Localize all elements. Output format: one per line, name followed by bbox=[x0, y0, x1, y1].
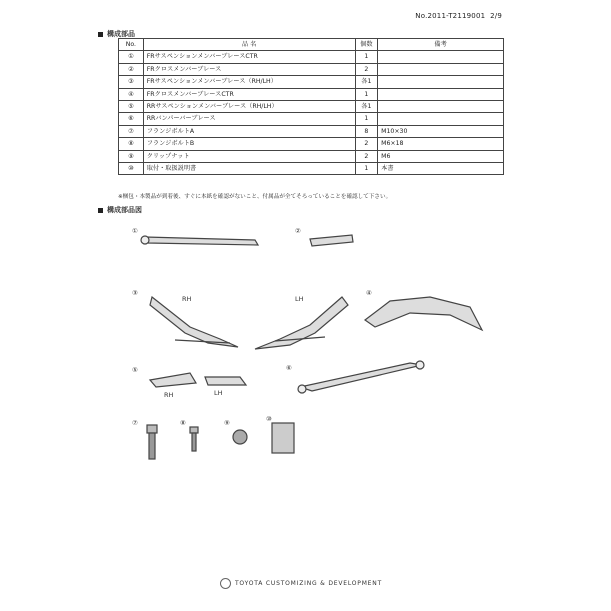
cell-no: ③ bbox=[119, 76, 144, 88]
clip-nut-icon bbox=[233, 430, 247, 444]
manual-booklet-icon bbox=[272, 423, 294, 453]
table-row bbox=[119, 150, 504, 162]
part-5-lh-brace bbox=[205, 377, 246, 385]
parts-table bbox=[118, 38, 504, 175]
part-1-mount bbox=[141, 236, 149, 244]
cell-no: ⑧ bbox=[119, 138, 144, 150]
cell-no: ② bbox=[119, 63, 144, 75]
cell-name: FRクロスメンバーブレース bbox=[143, 63, 355, 75]
notice-text: ※梱包・本製品が到着後、すぐに本紙を確認がないこと、付属品が全てそろっていることを確認して下さい。 bbox=[118, 194, 392, 200]
figure-label-1: ① bbox=[132, 227, 138, 235]
cell-remarks: M6 bbox=[378, 150, 504, 162]
page-number: 2/9 bbox=[490, 12, 502, 20]
cell-remarks: M6×18 bbox=[378, 138, 504, 150]
cell-no: ⑩ bbox=[119, 163, 144, 175]
figure-label-lh-3: LH bbox=[295, 295, 304, 303]
cell-no: ⑥ bbox=[119, 113, 144, 125]
table-row bbox=[119, 76, 504, 88]
cell-remarks bbox=[378, 88, 504, 100]
header-no: No. bbox=[119, 39, 144, 51]
part-6-brace bbox=[300, 363, 422, 391]
cell-remarks bbox=[378, 113, 504, 125]
parts-diagram bbox=[90, 215, 512, 475]
cell-name: RRバンパーバーブレース bbox=[143, 113, 355, 125]
part-2-brace bbox=[310, 235, 353, 246]
figure-label-8: ⑧ bbox=[180, 419, 186, 427]
cell-name: 取付・取扱説明書 bbox=[143, 163, 355, 175]
cell-qty: 1 bbox=[355, 163, 378, 175]
figure-label-rh-5: RH bbox=[164, 391, 174, 399]
cell-qty: 各1 bbox=[355, 76, 378, 88]
figure-label-3: ③ bbox=[132, 289, 138, 297]
flange-bolt-a-icon bbox=[147, 425, 157, 433]
cell-qty: 1 bbox=[355, 88, 378, 100]
cell-remarks bbox=[378, 63, 504, 75]
figure-label-lh-5: LH bbox=[214, 389, 223, 397]
cell-name: クリップナット bbox=[143, 150, 355, 162]
table-row bbox=[119, 113, 504, 125]
cell-no: ⑤ bbox=[119, 101, 144, 113]
part-4-brace bbox=[365, 297, 482, 330]
footer-brand: TOYOTA CUSTOMIZING & DEVELOPMENT bbox=[90, 578, 512, 589]
doc-number-text: No.2011-T2119001 bbox=[415, 12, 486, 20]
cell-qty: 2 bbox=[355, 138, 378, 150]
bullet-square-icon bbox=[98, 208, 103, 213]
cell-remarks: 本書 bbox=[378, 163, 504, 175]
cell-name: FRクロスメンバーブレースCTR bbox=[143, 88, 355, 100]
cell-qty: 各1 bbox=[355, 101, 378, 113]
cell-remarks bbox=[378, 101, 504, 113]
figure-label-10: ⑩ bbox=[266, 415, 272, 423]
cell-remarks: M10×30 bbox=[378, 125, 504, 137]
bullet-square-icon bbox=[98, 32, 103, 37]
cell-name: RRサスペンションメンバーブレース（RH/LH） bbox=[143, 101, 355, 113]
manual-page bbox=[90, 0, 512, 611]
cell-qty: 2 bbox=[355, 63, 378, 75]
part-1-brace bbox=[145, 237, 258, 245]
table-header-row bbox=[119, 39, 504, 51]
part-3-lh-brace bbox=[255, 297, 348, 349]
table-row bbox=[119, 63, 504, 75]
cell-name: フランジボルトB bbox=[143, 138, 355, 150]
figure-label-2: ② bbox=[295, 227, 301, 235]
cell-no: ⑦ bbox=[119, 125, 144, 137]
table-row bbox=[119, 163, 504, 175]
table-row bbox=[119, 88, 504, 100]
figure-label-6: ⑥ bbox=[286, 364, 292, 372]
cell-name: FRサスペンションメンバーブレースCTR bbox=[143, 51, 355, 63]
flange-bolt-b-icon bbox=[190, 427, 198, 433]
brand-logo-icon bbox=[220, 578, 231, 589]
figure-label-4: ④ bbox=[366, 289, 372, 297]
header-name: 品 名 bbox=[143, 39, 355, 51]
part-5-rh-brace bbox=[150, 373, 196, 387]
document-number bbox=[415, 12, 502, 20]
cell-no: ⑨ bbox=[119, 150, 144, 162]
table-row bbox=[119, 138, 504, 150]
cell-name: FRサスペンションメンバーブレース（RH/LH） bbox=[143, 76, 355, 88]
table-row bbox=[119, 125, 504, 137]
cell-remarks bbox=[378, 51, 504, 63]
table-row bbox=[119, 51, 504, 63]
section-parts-heading: 構成部品 bbox=[98, 29, 135, 39]
figure-label-7: ⑦ bbox=[132, 419, 138, 427]
cell-name: フランジボルトA bbox=[143, 125, 355, 137]
cell-qty: 8 bbox=[355, 125, 378, 137]
cell-remarks bbox=[378, 76, 504, 88]
cell-qty: 1 bbox=[355, 51, 378, 63]
header-remarks: 備考 bbox=[378, 39, 504, 51]
cell-no: ④ bbox=[119, 88, 144, 100]
figure-label-5: ⑤ bbox=[132, 366, 138, 374]
part-3-rh-brace bbox=[150, 297, 238, 347]
figure-label-rh-3: RH bbox=[182, 295, 192, 303]
table-row bbox=[119, 101, 504, 113]
cell-qty: 2 bbox=[355, 150, 378, 162]
cell-no: ① bbox=[119, 51, 144, 63]
section-diagram-heading: 構成部品図 bbox=[98, 205, 142, 215]
header-qty: 個数 bbox=[355, 39, 378, 51]
cell-qty: 1 bbox=[355, 113, 378, 125]
figure-label-9: ⑨ bbox=[224, 419, 230, 427]
